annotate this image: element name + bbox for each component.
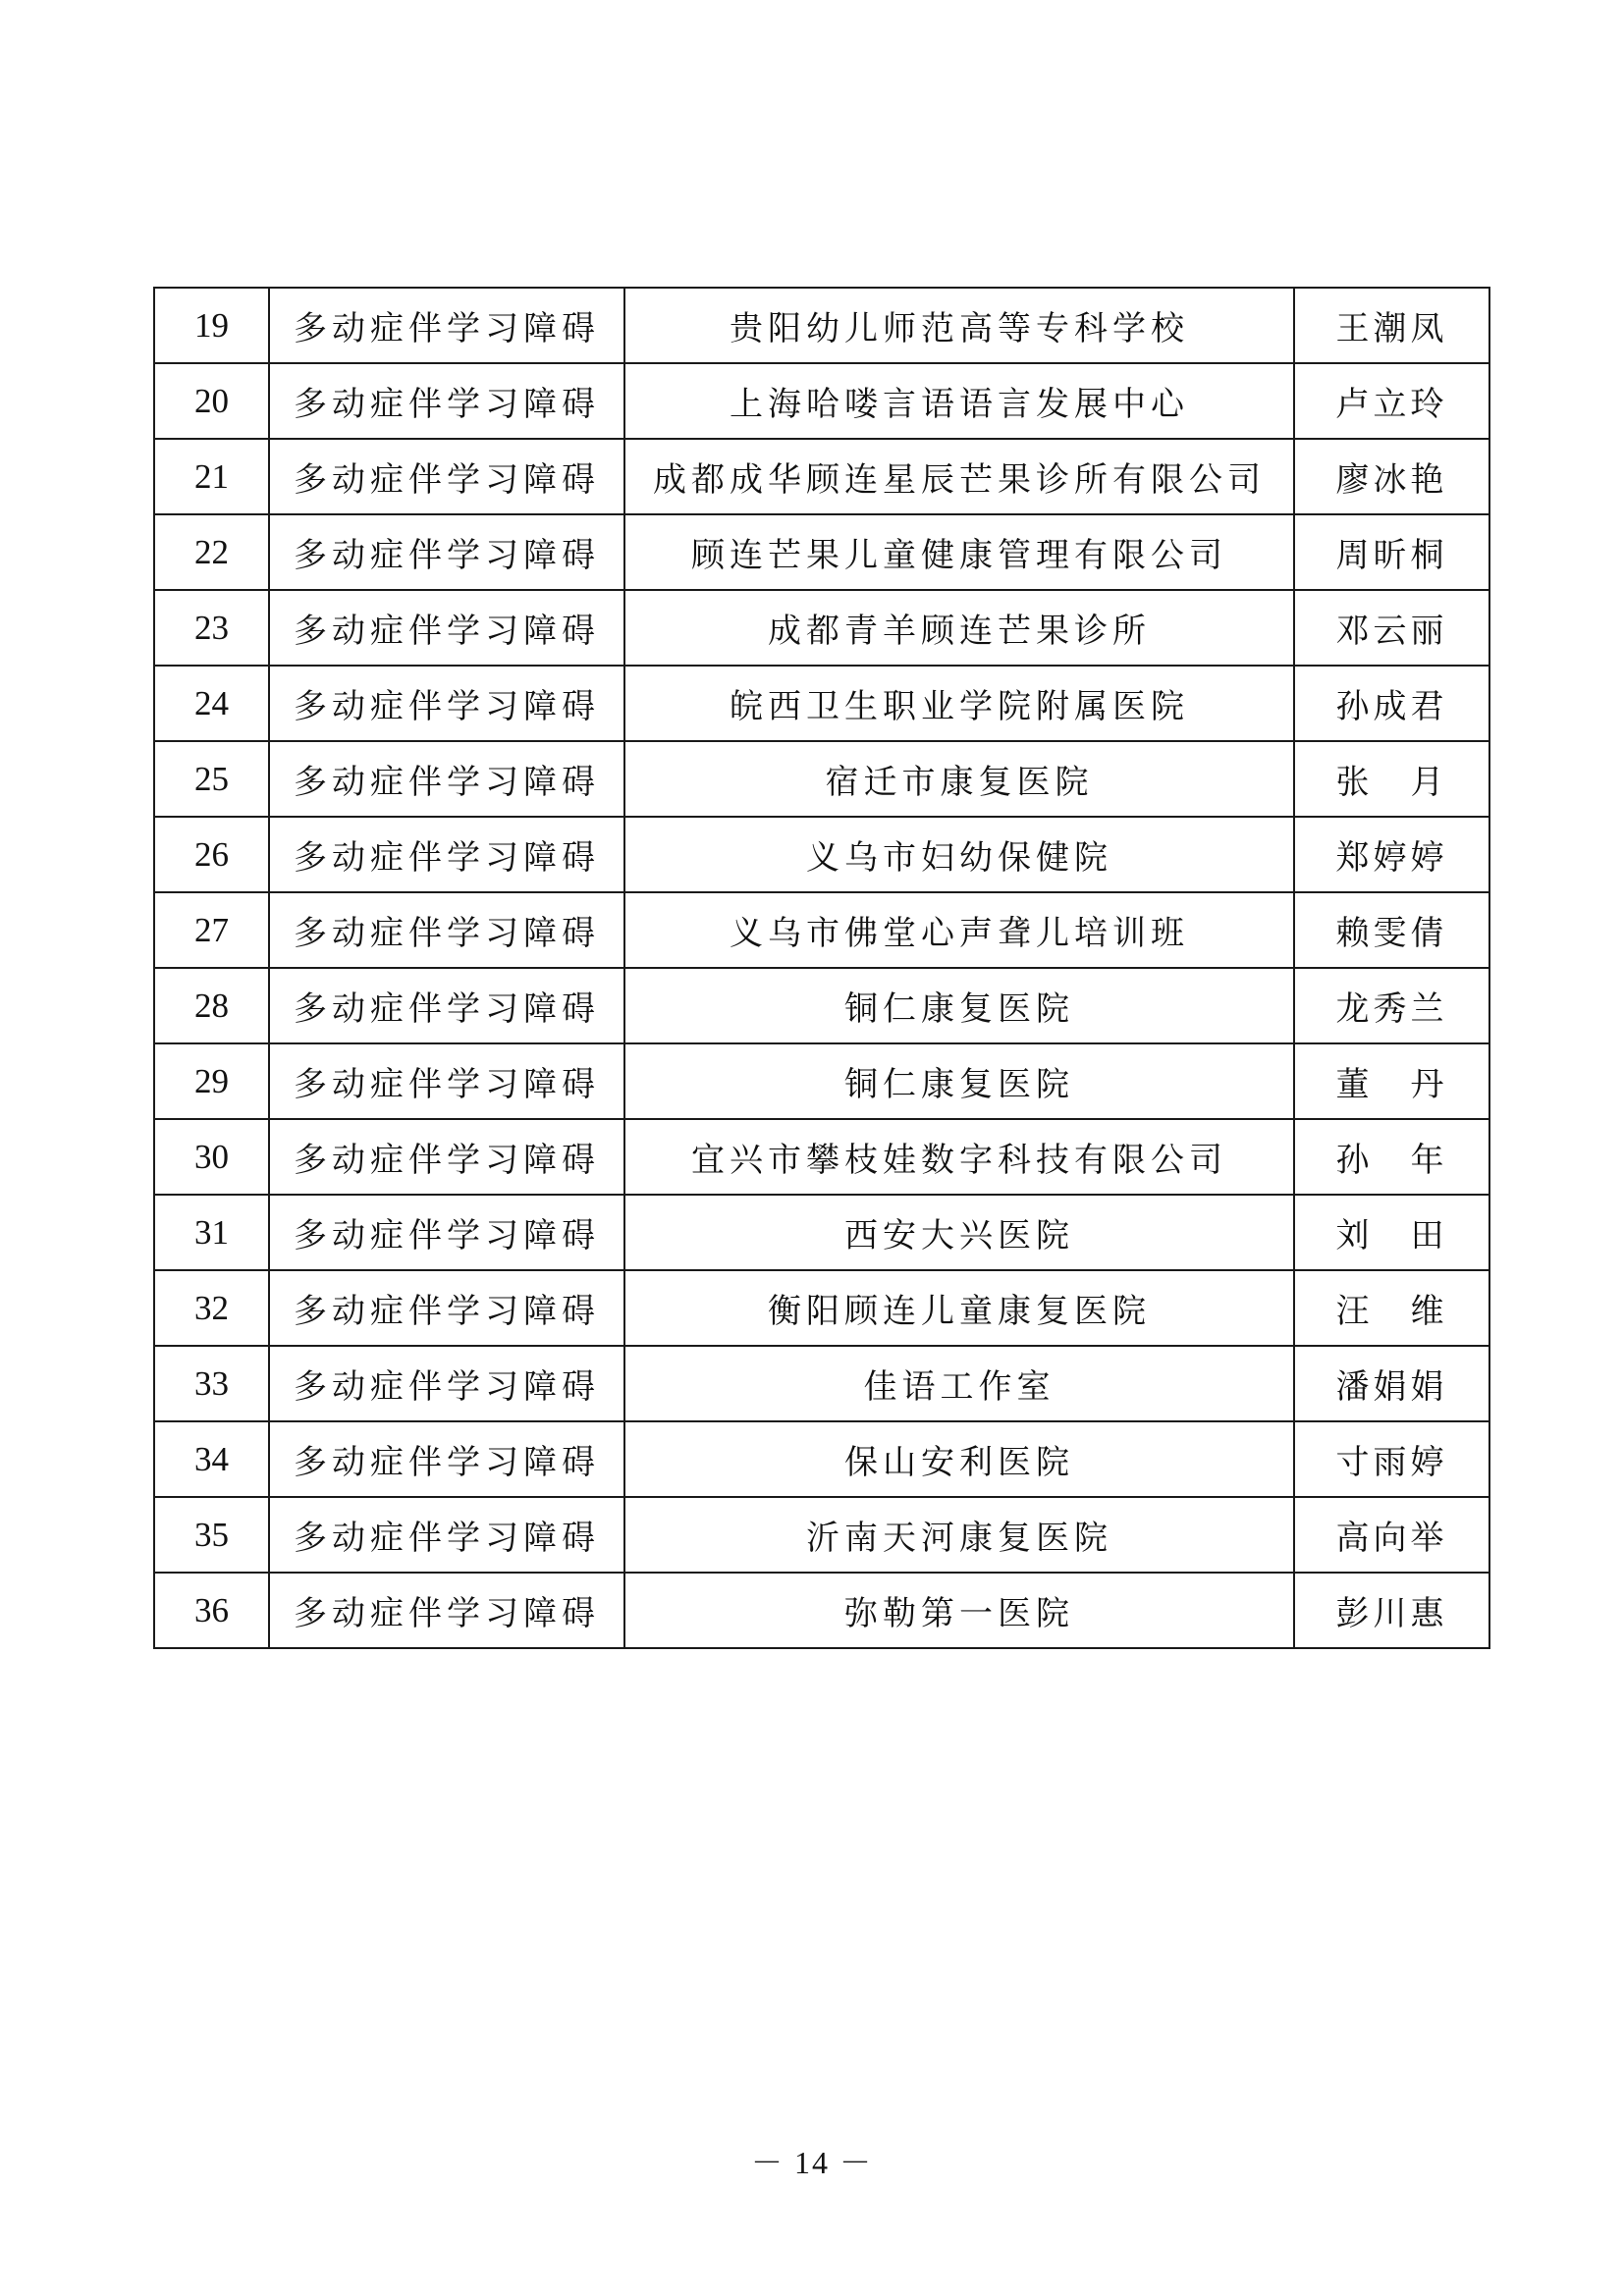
- person-name-cell: 董 丹: [1294, 1043, 1489, 1119]
- row-number-cell: 31: [154, 1195, 269, 1270]
- roster-table: [153, 287, 1490, 1649]
- row-number-cell: 30: [154, 1119, 269, 1195]
- row-number-cell: 25: [154, 741, 269, 817]
- organization-cell: 成都青羊顾连芒果诊所: [624, 590, 1294, 666]
- organization-cell: 铜仁康复医院: [624, 968, 1294, 1043]
- category-cell: 多动症伴学习障碍: [269, 590, 624, 666]
- category-cell: 多动症伴学习障碍: [269, 1573, 624, 1648]
- table-row: [154, 892, 1489, 968]
- table-row: [154, 1195, 1489, 1270]
- row-number-cell: 24: [154, 666, 269, 741]
- person-name-cell: 汪 维: [1294, 1270, 1489, 1346]
- person-name-cell: 高向举: [1294, 1497, 1489, 1573]
- row-number-cell: 20: [154, 363, 269, 439]
- category-cell: 多动症伴学习障碍: [269, 892, 624, 968]
- table-row: [154, 1346, 1489, 1421]
- row-number-cell: 33: [154, 1346, 269, 1421]
- organization-cell: 衡阳顾连儿童康复医院: [624, 1270, 1294, 1346]
- category-cell: 多动症伴学习障碍: [269, 363, 624, 439]
- person-name-cell: 王潮凤: [1294, 288, 1489, 363]
- table-row: [154, 1270, 1489, 1346]
- row-number-cell: 26: [154, 817, 269, 892]
- row-number-cell: 23: [154, 590, 269, 666]
- organization-cell: 皖西卫生职业学院附属医院: [624, 666, 1294, 741]
- row-number-cell: 29: [154, 1043, 269, 1119]
- row-number-cell: 19: [154, 288, 269, 363]
- person-name-cell: 孙 年: [1294, 1119, 1489, 1195]
- category-cell: 多动症伴学习障碍: [269, 1346, 624, 1421]
- table-row: [154, 666, 1489, 741]
- category-cell: 多动症伴学习障碍: [269, 1270, 624, 1346]
- table-row: [154, 514, 1489, 590]
- organization-cell: 顾连芒果儿童健康管理有限公司: [624, 514, 1294, 590]
- person-name-cell: 张 月: [1294, 741, 1489, 817]
- roster-table-body: [154, 288, 1489, 1648]
- table-row: [154, 968, 1489, 1043]
- organization-cell: 宿迁市康复医院: [624, 741, 1294, 817]
- table-row: [154, 288, 1489, 363]
- row-number-cell: 34: [154, 1421, 269, 1497]
- category-cell: 多动症伴学习障碍: [269, 1119, 624, 1195]
- person-name-cell: 赖雯倩: [1294, 892, 1489, 968]
- organization-cell: 上海哈喽言语语言发展中心: [624, 363, 1294, 439]
- organization-cell: 弥勒第一医院: [624, 1573, 1294, 1648]
- person-name-cell: 郑婷婷: [1294, 817, 1489, 892]
- table-row: [154, 1119, 1489, 1195]
- person-name-cell: 周昕桐: [1294, 514, 1489, 590]
- category-cell: 多动症伴学习障碍: [269, 817, 624, 892]
- table-row: [154, 1043, 1489, 1119]
- row-number-cell: 22: [154, 514, 269, 590]
- row-number-cell: 36: [154, 1573, 269, 1648]
- table-row: [154, 1421, 1489, 1497]
- person-name-cell: 邓云丽: [1294, 590, 1489, 666]
- table-row: [154, 1497, 1489, 1573]
- table-row: [154, 1573, 1489, 1648]
- category-cell: 多动症伴学习障碍: [269, 439, 624, 514]
- person-name-cell: 潘娟娟: [1294, 1346, 1489, 1421]
- category-cell: 多动症伴学习障碍: [269, 1195, 624, 1270]
- organization-cell: 保山安利医院: [624, 1421, 1294, 1497]
- organization-cell: 义乌市妇幼保健院: [624, 817, 1294, 892]
- category-cell: 多动症伴学习障碍: [269, 666, 624, 741]
- row-number-cell: 28: [154, 968, 269, 1043]
- row-number-cell: 35: [154, 1497, 269, 1573]
- person-name-cell: 刘 田: [1294, 1195, 1489, 1270]
- category-cell: 多动症伴学习障碍: [269, 288, 624, 363]
- person-name-cell: 寸雨婷: [1294, 1421, 1489, 1497]
- category-cell: 多动症伴学习障碍: [269, 968, 624, 1043]
- category-cell: 多动症伴学习障碍: [269, 514, 624, 590]
- table-row: [154, 741, 1489, 817]
- organization-cell: 贵阳幼儿师范高等专科学校: [624, 288, 1294, 363]
- organization-cell: 佳语工作室: [624, 1346, 1294, 1421]
- table-row: [154, 590, 1489, 666]
- person-name-cell: 孙成君: [1294, 666, 1489, 741]
- category-cell: 多动症伴学习障碍: [269, 1043, 624, 1119]
- row-number-cell: 21: [154, 439, 269, 514]
- organization-cell: 义乌市佛堂心声聋儿培训班: [624, 892, 1294, 968]
- person-name-cell: 彭川惠: [1294, 1573, 1489, 1648]
- organization-cell: 铜仁康复医院: [624, 1043, 1294, 1119]
- organization-cell: 西安大兴医院: [624, 1195, 1294, 1270]
- organization-cell: 成都成华顾连星辰芒果诊所有限公司: [624, 439, 1294, 514]
- table-row: [154, 817, 1489, 892]
- person-name-cell: 卢立玲: [1294, 363, 1489, 439]
- category-cell: 多动症伴学习障碍: [269, 1497, 624, 1573]
- organization-cell: 宜兴市攀枝娃数字科技有限公司: [624, 1119, 1294, 1195]
- person-name-cell: 龙秀兰: [1294, 968, 1489, 1043]
- table-row: [154, 439, 1489, 514]
- row-number-cell: 32: [154, 1270, 269, 1346]
- page-number: － 14 －: [750, 2145, 873, 2180]
- row-number-cell: 27: [154, 892, 269, 968]
- person-name-cell: 廖冰艳: [1294, 439, 1489, 514]
- organization-cell: 沂南天河康复医院: [624, 1497, 1294, 1573]
- category-cell: 多动症伴学习障碍: [269, 1421, 624, 1497]
- table-row: [154, 363, 1489, 439]
- category-cell: 多动症伴学习障碍: [269, 741, 624, 817]
